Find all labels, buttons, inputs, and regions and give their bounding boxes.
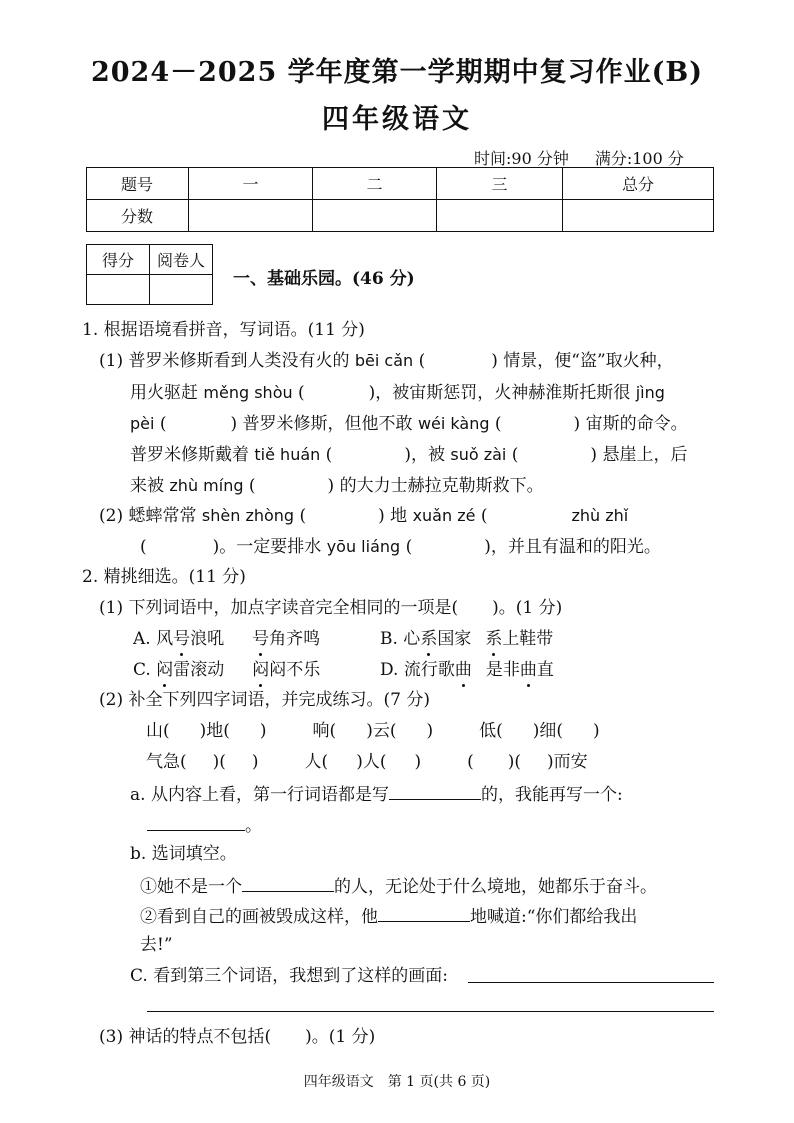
- option-b: B. 心系国家 系上鞋带: [380, 629, 554, 649]
- question-1-line: ( )。一定要排水 yōu liáng ( )，并且有温和的阳光。: [140, 537, 661, 557]
- question-2-subquestion: (1) 下列词语中，加点字读音完全相同的一项是( )。(1 分): [99, 598, 563, 618]
- question-1-line: (1) 普罗米修斯看到人类没有火的 bēi cǎn ( ) 情景，便“盗”取火种，: [99, 351, 674, 371]
- reviewer-value-cell: [150, 275, 213, 305]
- option-c: C. 闷雷滚动 闷闷不乐: [133, 660, 321, 680]
- exam-meta: [474, 146, 710, 169]
- section-heading: 一、基础乐园。(46 分): [233, 269, 415, 289]
- score-table-row: [87, 200, 714, 232]
- question-2-subquestion: (3) 神话的特点不包括( )。(1 分): [99, 1027, 376, 1047]
- question-1-line: (2) 蟋蟀常常 shèn zhòng ( ) 地 xuǎn zé ( zhù zhǐ: [99, 506, 629, 526]
- question-2-subquestion: (2) 补全下列四字词语，并完成练习。(7 分): [99, 690, 430, 710]
- question-1-line: 普罗米修斯戴着 tiě huán ( )，被 suǒ zài ( ) 悬崖上，后: [130, 445, 688, 465]
- exam-full-score: 满分:100 分: [594, 149, 684, 168]
- page-footer: 四年级语文 第 1 页(共 6 页): [303, 1074, 491, 1090]
- exercise-c: C. 看到第三个词语，我想到了这样的画面:: [130, 966, 448, 986]
- score-value-cell: [87, 275, 150, 305]
- answer-line: [147, 1011, 714, 1012]
- question-1-line: pèi ( ) 普罗米修斯，但他不敢 wéi kàng ( ) 宙斯的命令。: [130, 414, 688, 434]
- score-table-cell: [313, 200, 437, 232]
- score-table-cell: 一: [189, 168, 313, 200]
- exercise-b-item-2: ②看到自己的画被毁成这样，他 地喊道:“你们都给我出: [140, 907, 638, 927]
- score-table-cell: 三: [437, 168, 563, 200]
- score-table-cell: 二: [313, 168, 437, 200]
- grader-box: [86, 244, 213, 305]
- score-label: 得分: [87, 245, 150, 275]
- score-table-cell: 分数: [87, 200, 189, 232]
- answer-line: [468, 982, 714, 983]
- question-2-heading: 2. 精挑细选。(11 分): [82, 567, 246, 587]
- exercise-b-item-2-cont: 去!”: [140, 935, 173, 955]
- score-table-cell: 总分: [563, 168, 714, 200]
- question-1-line: 来被 zhù míng ( ) 的大力士赫拉克勒斯救下。: [130, 476, 544, 496]
- reviewer-label: 阅卷人: [150, 245, 213, 275]
- exercise-a: a. 从内容上看，第一行词语都是写 的，我能再写一个:: [130, 785, 623, 805]
- score-table-cell: [563, 200, 714, 232]
- score-table-row: [87, 168, 714, 200]
- exercise-a-answer: 。: [147, 816, 262, 835]
- score-table-cell: [189, 200, 313, 232]
- exam-subtitle: 四年级语文: [322, 104, 472, 135]
- score-table-cell: [437, 200, 563, 232]
- idiom-row-1: 山( )地( ) 响( )云( ) 低( )细( ): [146, 721, 600, 741]
- option-a: A. 风号浪吼 号角齐鸣: [133, 629, 321, 649]
- question-1-line: 用火驱赶 měng shòu ( )，被宙斯惩罚，火神赫淮斯托斯很 jìng: [130, 383, 665, 403]
- exam-time: 时间:90 分钟: [474, 149, 569, 168]
- question-1-heading: 1. 根据语境看拼音，写词语。(11 分): [82, 320, 365, 340]
- idiom-row-2: 气急( )( ) 人( )人( ) ( )( )而安: [146, 752, 588, 772]
- score-table-cell: 题号: [87, 168, 189, 200]
- exercise-b-heading: b. 选词填空。: [130, 844, 237, 864]
- exam-title: 2024－2025 学年度第一学期期中复习作业(B): [90, 57, 704, 88]
- option-d: D. 流行歌曲 是非曲直: [380, 660, 554, 680]
- exercise-b-item-1: ①她不是一个 的人，无论处于什么境地，她都乐于奋斗。: [140, 877, 657, 897]
- score-table: [86, 167, 714, 232]
